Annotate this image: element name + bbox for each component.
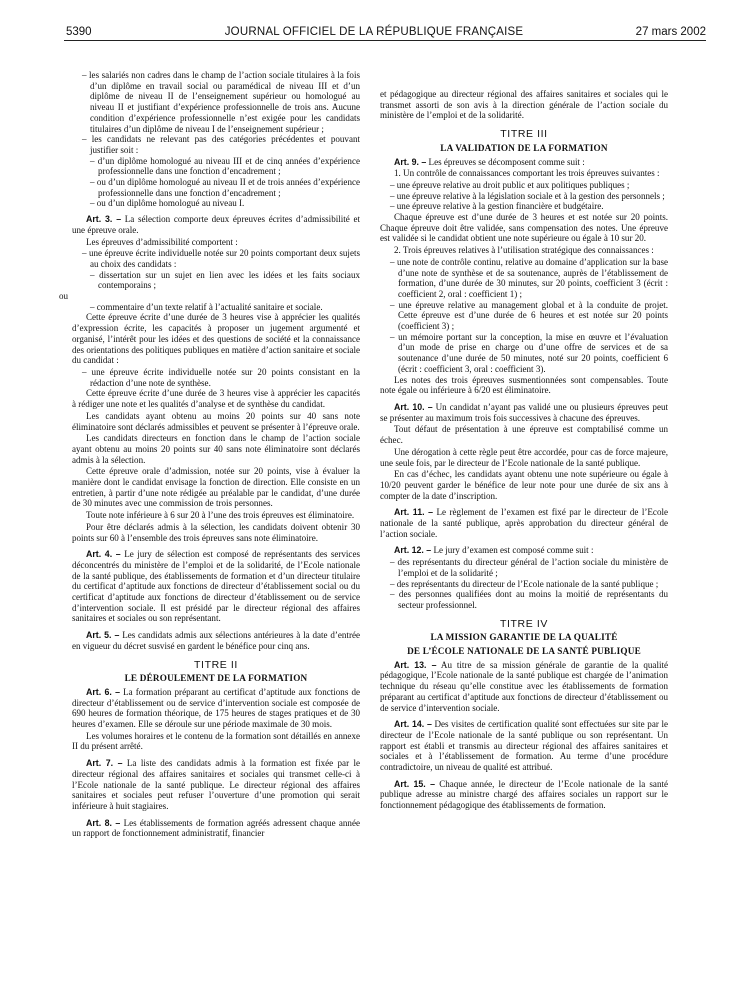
article-15 bbox=[380, 779, 668, 811]
article-7 bbox=[72, 758, 360, 812]
paragraph: Les candidats ayant obtenu au moins 20 points sur 40 sans note éliminatoire sont déclarés admissibles et peuvent se présenter à l’épreuve orale. bbox=[72, 410, 360, 432]
article-text: La sélection comporte deux épreuves écrites d’admissibilité et une épreuve orale. bbox=[72, 214, 360, 235]
paragraph: Pour être déclarés admis à la sélection, les candidats doivent obtenir 30 points sur 60 à l’ensemble des trois épreuves sans note éliminatoire. bbox=[72, 521, 360, 543]
article-text: Le jury de sélection est composé de représentants des services déconcentrés du ministère de l’emploi et de la solidarité, de l’Ecole nationale de la santé publique, des établissements de formation et d’un directeur titulaire du certificat d’aptitude aux fonctions de directeur d’établissement social ou du certificat d’aptitude aux fonctions de directeur d’établissement ou de service d’intervention sociale. Il est présidé par le directeur régional des affaires sanitaires et sociales ou son représentant. bbox=[72, 549, 360, 624]
section-subtitle: LA VALIDATION DE LA FORMATION bbox=[440, 142, 608, 153]
list-item: – les candidats ne relevant pas des catégories précédentes et pouvant justifier soit : bbox=[82, 134, 360, 155]
article-12 bbox=[380, 545, 668, 556]
list-item: – une épreuve écrite individuelle notée sur 20 points comportant deux sujets au choix des candidats : bbox=[82, 248, 360, 269]
article-text: Les épreuves se décomposent comme suit : bbox=[428, 156, 585, 167]
article-label: Art. 3. – bbox=[86, 214, 122, 225]
paragraph: Toute note inférieure à 6 sur 20 à l’une des trois épreuves est éliminatoire. bbox=[86, 510, 355, 521]
article-label: Art. 15. – bbox=[394, 778, 436, 789]
article-label: Art. 12. – bbox=[394, 545, 432, 556]
left-column bbox=[59, 70, 360, 840]
list-item: – une épreuve relative au management global et à la conduite de projet. Cette épreuve est d’une durée de 6 heures et est notée sur 20 points (coefficient 3) ; bbox=[390, 299, 668, 332]
article-text: Le jury d’examen est composé comme suit : bbox=[433, 545, 594, 556]
paragraph: Cette épreuve orale d’admission, notée sur 20 points, vise à évaluer la manière dont le candidat envisage la fonction de direction. Elle consiste en un entretien, à partir d’une note rédigée au préalable par le candidat, d’une durée de 30 minutes avec une commission de trois personnes. bbox=[72, 466, 360, 509]
article-text: Un candidat n’ayant pas validé une ou plusieurs épreuves peut se présenter au maximum trois fois successives à chacune des épreuves. bbox=[380, 401, 669, 423]
article-label: Art. 5. – bbox=[86, 630, 120, 641]
section-subtitle: DE L’ÉCOLE NATIONALE DE LA SANTÉ PUBLIQUE bbox=[407, 646, 641, 657]
article-label: Art. 4. – bbox=[86, 549, 121, 560]
article-text: Les établissements de formation agréés adressent chaque année un rapport de fonctionnement administratif, financier bbox=[72, 817, 360, 839]
paragraph: et pédagogique au directeur régional des affaires sanitaires et sociales qui le transmet assorti de son avis à la direction générale de l’action sociale du ministère de l’emploi et de la solidarité. bbox=[380, 89, 668, 121]
list-item: – d’un diplôme homologué au niveau III et de cinq années d’expérience professionnelle dans une fonction d’encadrement ; bbox=[90, 155, 360, 177]
article-label: Art. 14. – bbox=[394, 719, 432, 730]
article-text: Le règlement de l’examen est fixé par le directeur de l’Ecole nationale de la santé publique, après approbation du directeur général de l’action sociale. bbox=[380, 507, 668, 539]
page-number: 5390 bbox=[66, 26, 92, 38]
list-item: – ou d’un diplôme homologué au niveau II et de trois années d’expérience professionnelle dans une fonction d’encadrement ; bbox=[90, 177, 360, 198]
paragraph: Cette épreuve écrite d’une durée de 3 heures vise à apprécier les capacités à rédiger une note et les qualités d’analyse et de synthèse du candidat. bbox=[72, 388, 360, 410]
paragraph: Une dérogation à cette règle peut être accordée, pour cas de force majeure, une seule fois, par le directeur de l’Ecole nationale de la santé publique. bbox=[380, 446, 668, 468]
right-column bbox=[380, 89, 668, 812]
article-text: La formation préparant au certificat d’aptitude aux fonctions de directeur d’établissement ou de service d’intervention sociale est composée de 690 heures de formation théorique, de 175 heures de stages pratiques et de 30 heures d’examen. Elle se déroule sur une période maximale de 30 mois. bbox=[72, 686, 360, 730]
article-text: Au titre de sa mission générale de garantie de la qualité pédagogique, l’Ecole nationale de la santé publique est chargée de l’animation technique du réseau qu’elle constitue avec les établissements de formation préparant au certificat d’aptitude aux fonctions de directeur d’établissement ou de service d’intervention sociale. bbox=[380, 659, 668, 713]
article-label: Art. 7. – bbox=[86, 758, 123, 769]
list-item: – des représentants du directeur général de l’action sociale du ministère de l’emploi et de la solidarité ; bbox=[390, 557, 668, 578]
article-label: Art. 8. – bbox=[86, 817, 121, 828]
paragraph: Les volumes horaires et le contenu de la formation sont détaillés en annexe II du présent arrêté. bbox=[72, 730, 360, 752]
article-label: Art. 10. – bbox=[394, 401, 433, 412]
page-header bbox=[0, 20, 748, 42]
paragraph: 1. Un contrôle de connaissances comportant les trois épreuves suivantes : bbox=[394, 168, 660, 179]
paragraph: Les candidats directeurs en fonction dans le champ de l’action sociale ayant obtenu au moins 20 points sur 40 sans note éliminatoire sont déclarés admis à la sélection. bbox=[72, 433, 360, 465]
article-label: Art. 13. – bbox=[394, 659, 437, 670]
list-item: – dissertation sur un sujet en lien avec les idées et les faits sociaux contemporains ; bbox=[90, 269, 360, 291]
list-item: – une épreuve relative à la législation sociale et à la gestion des personnels ; bbox=[390, 190, 665, 201]
paragraph: Les épreuves d’admissibilité comportent : bbox=[86, 236, 238, 247]
list-item: – une épreuve relative au droit public et aux politiques publiques ; bbox=[390, 179, 630, 190]
list-item: – des personnes qualifiées dont au moins la moitié de représentants du secteur professionnel. bbox=[390, 589, 668, 610]
paragraph: Chaque épreuve est d’une durée de 3 heures et est notée sur 20 points. Chaque épreuve doit être validée, sans compensation des notes. Une épreuve est validée si le candidat obtient une note supérieure ou égale à 10 sur 20. bbox=[380, 212, 668, 244]
article-text: Chaque année, le directeur de l’Ecole nationale de la santé publique adresse au ministre chargé des affaires sociales un rapport sur le fonctionnement pédagogique des établissements de formation. bbox=[380, 778, 668, 811]
paragraph: Cette épreuve écrite d’une durée de 3 heures vise à apprécier les qualités d’expression écrite, les capacités à proposer un jugement argumenté et organisé, l’intérêt pour les idées et des questions de société et la connaissance des orientations des politiques publiques en matière d’action sanitaire et sociale du candidat : bbox=[72, 312, 360, 366]
article-11 bbox=[380, 507, 668, 539]
article-text: Les candidats admis aux sélections antérieures à la date d’entrée en vigueur du décret susvisé en gardent le bénéfice pour cinq ans. bbox=[72, 630, 360, 651]
section-subtitle: LA MISSION GARANTIE DE LA QUALITÉ bbox=[430, 632, 618, 643]
paragraph: 2. Trois épreuves relatives à l’utilisation stratégique des connaissances : bbox=[394, 245, 654, 256]
list-item: – des représentants du directeur de l’Ecole nationale de la santé publique ; bbox=[390, 578, 659, 589]
article-14 bbox=[380, 719, 668, 773]
article-label: Art. 11. – bbox=[394, 507, 434, 518]
article-6 bbox=[72, 687, 360, 730]
or-separator: ou bbox=[59, 291, 69, 302]
section-title: TITRE IV bbox=[500, 617, 548, 630]
list-item: – une épreuve écrite individuelle notée sur 20 points consistant en la rédaction d’une note de synthèse. bbox=[82, 366, 360, 388]
header-rule bbox=[64, 40, 706, 41]
paragraph: Tout défaut de présentation à une épreuve est comptabilisé comme un échec. bbox=[380, 424, 668, 446]
list-item: – les salariés non cadres dans le champ de l’action sociale titulaires à la fois d’un diplôme en travail social ou paramédical de niveau III et d’un diplôme de niveau II de l’enseignement supérieur ou homologué au niveau II et justifiant d’expérience professionnelle de trois ans. Aucune condition d’expérience professionnelle n’est exigée pour les candidats titulaires d’un diplôme de niveau I de l’enseignement supérieur ; bbox=[82, 70, 360, 134]
article-text: Des visites de certification qualité sont effectuées sur site par le directeur de l’Ecole nationale de la santé publique ou son représentant. Un rapport est établi et transmis au directeur régional des affaires sanitaires et sociales et à l’établissement de formation. Au terme d’une procédure contradictoire, un niveau de qualité est attribué. bbox=[380, 719, 668, 773]
article-text: La liste des candidats admis à la formation est fixée par le directeur régional des affaires sanitaires et sociales qui transmet celle-ci à l’Ecole nationale de la santé publique. Le directeur régional des affaires sanitaires et sociales peut refuser l’ouverture d’une promotion qui serait inférieure à huit stagiaires. bbox=[72, 758, 360, 811]
section-title: TITRE III bbox=[500, 128, 548, 141]
journal-title: JOURNAL OFFICIEL DE LA RÉPUBLIQUE FRANÇAISE bbox=[224, 26, 524, 38]
list-item: – une épreuve relative à la gestion financière et budgétaire. bbox=[390, 201, 604, 212]
paragraph: Les notes des trois épreuves susmentionnées sont compensables. Toute note égale ou inférieure à 6/20 est éliminatoire. bbox=[380, 374, 668, 396]
list-item: – ou d’un diplôme homologué au niveau I. bbox=[90, 198, 245, 209]
list-item: – un mémoire portant sur la conception, la mise en œuvre et l’évaluation d’un mode de prise en charge ou d’une offre de services et de sa soutenance d’une durée de 50 minutes, noté sur 20 points, coefficient 6 (écrit : coefficient 3, oral : coefficient 3). bbox=[390, 331, 668, 374]
article-13 bbox=[380, 660, 668, 714]
list-item: – commentaire d’un texte relatif à l’actualité sanitaire et sociale. bbox=[90, 301, 323, 312]
list-item: – une note de contrôle continu, relative au domaine d’application sur la base d’une note de synthèse et de sa soutenance, auprès de l’établissement de formation, d’une durée de 30 minutes, sur 20 points, coefficient 3 (écrit : coefficient 2, oral : coefficient 1) ; bbox=[390, 256, 668, 299]
article-5 bbox=[72, 630, 360, 651]
article-10 bbox=[380, 402, 668, 423]
article-9 bbox=[380, 157, 668, 168]
paragraph: En cas d’échec, les candidats ayant obtenu une note supérieure ou égale à 10/20 peuvent garder le bénéfice de leur note pour une durée de six ans à compter de la date d’inscription. bbox=[380, 469, 668, 501]
section-title: TITRE II bbox=[194, 658, 238, 671]
article-label: Art. 9. – bbox=[394, 156, 427, 167]
article-4 bbox=[72, 549, 360, 624]
issue-date: 27 mars 2002 bbox=[635, 26, 706, 38]
article-label: Art. 6. – bbox=[86, 686, 120, 697]
section-subtitle: LE DÉROULEMENT DE LA FORMATION bbox=[124, 673, 308, 684]
article-8 bbox=[72, 818, 360, 839]
article-3 bbox=[72, 214, 360, 235]
